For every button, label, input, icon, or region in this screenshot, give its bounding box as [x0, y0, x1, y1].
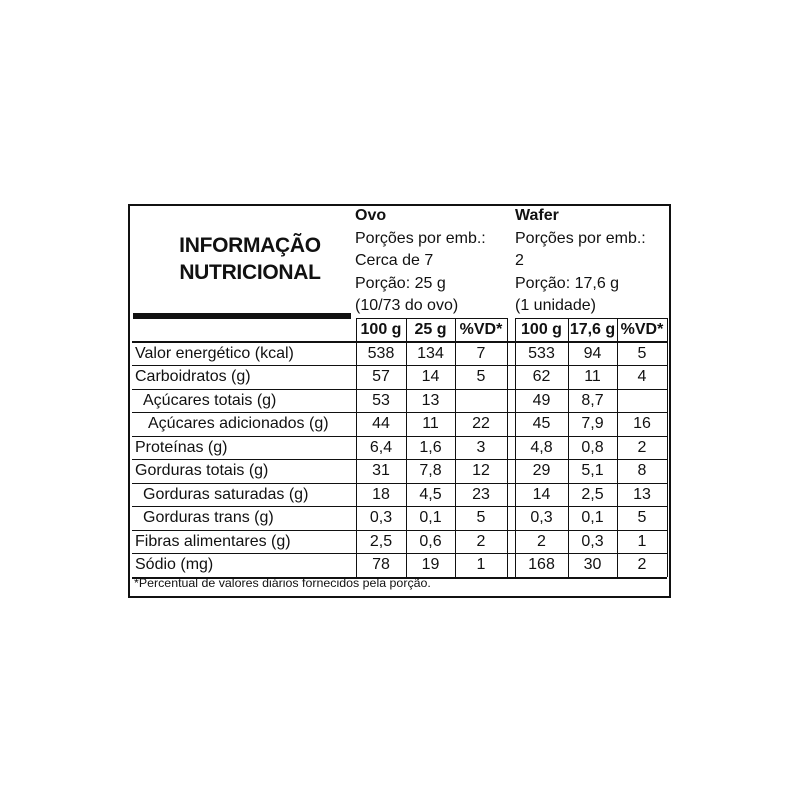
wafer-value: 5	[637, 344, 647, 362]
nutrient-label: Gorduras trans (g)	[143, 509, 274, 526]
wafer-value: 4,8	[530, 438, 553, 456]
wafer-value: 8,7	[581, 391, 604, 409]
wafer-value: 7,9	[581, 415, 604, 432]
row-rule	[132, 553, 667, 554]
col-rule	[356, 318, 357, 577]
wafer-value: 11	[584, 368, 601, 385]
column-header-ovo: 100 g	[360, 321, 402, 338]
ovo-value: 7,8	[419, 462, 442, 479]
column-header-ovo: 25 g	[414, 321, 447, 338]
title-divider-bar	[133, 313, 351, 319]
column-header-wafer: %VD*	[620, 321, 664, 338]
ovo-value: 0,6	[419, 532, 442, 550]
wafer-value: 0,3	[530, 509, 553, 526]
ovo-value: 2	[476, 532, 486, 550]
nutrient-label: Valor energético (kcal)	[135, 344, 294, 362]
ovo-value: 53	[372, 391, 390, 409]
ovo-value: 23	[472, 485, 490, 503]
wafer-value: 13	[633, 485, 651, 503]
row-rule	[132, 530, 667, 531]
wafer-value: 0,1	[581, 509, 604, 526]
row-rule	[132, 459, 667, 460]
wafer-servings-label: Porções por emb.:	[515, 229, 646, 247]
row-rule	[132, 365, 667, 366]
nutrient-label: Proteínas (g)	[135, 438, 228, 456]
ovo-value: 31	[372, 462, 390, 479]
column-header-wafer: 100 g	[521, 321, 562, 338]
wafer-value: 168	[528, 556, 555, 573]
product-header-ovo	[355, 205, 486, 318]
ovo-value: 22	[472, 415, 490, 432]
header-top-rule-wafer	[515, 318, 667, 319]
wafer-value: 5,1	[581, 462, 604, 479]
column-header-ovo: %VD*	[459, 321, 503, 338]
wafer-value: 8	[637, 462, 647, 479]
ovo-servings-value: Cerca de 7	[355, 252, 434, 269]
wafer-portion-note: (1 unidade)	[515, 297, 596, 314]
ovo-value: 134	[417, 344, 444, 362]
wafer-value: 2	[537, 532, 546, 550]
ovo-value: 7	[476, 344, 486, 362]
nutrient-label: Sódio (mg)	[135, 556, 214, 573]
wafer-value: 5	[637, 509, 647, 526]
wafer-value: 4	[637, 368, 647, 385]
product-name-wafer: Wafer	[515, 207, 559, 224]
ovo-value: 57	[372, 368, 390, 385]
col-rule	[568, 318, 569, 577]
wafer-value: 94	[583, 344, 602, 362]
ovo-value: 538	[367, 344, 395, 362]
wafer-value	[617, 389, 667, 413]
wafer-value: 45	[532, 415, 551, 432]
wafer-value: 1	[637, 532, 647, 550]
title-line-1: INFORMAÇÃO	[179, 234, 321, 257]
col-rule	[515, 318, 516, 577]
ovo-value: 1,6	[419, 438, 442, 456]
ovo-value: 3	[476, 438, 486, 456]
wafer-servings-value: 2	[515, 252, 524, 269]
wafer-value: 16	[633, 415, 651, 432]
nutrient-label: Fibras alimentares (g)	[135, 532, 291, 550]
wafer-value: 62	[532, 368, 551, 385]
ovo-value: 12	[472, 462, 490, 479]
wafer-value: 14	[532, 485, 551, 503]
ovo-value: 13	[421, 391, 440, 409]
ovo-value: 2,5	[369, 532, 393, 550]
col-rule	[507, 318, 508, 577]
ovo-value: 0,1	[419, 509, 442, 526]
nutrient-label: Gorduras totais (g)	[135, 462, 269, 479]
nutrient-label: Gorduras saturadas (g)	[143, 485, 309, 503]
ovo-value: 11	[422, 415, 439, 432]
ovo-portion-size: Porção: 25 g	[355, 274, 446, 292]
header-top-rule-ovo	[356, 318, 507, 319]
row-rule	[132, 436, 667, 437]
wafer-value: 49	[532, 391, 551, 409]
row-rule	[132, 506, 667, 507]
nutrient-label: Açúcares totais (g)	[143, 391, 277, 409]
nutrient-label: Açúcares adicionados (g)	[148, 415, 329, 432]
ovo-value: 0,3	[369, 509, 393, 526]
title-line-2: NUTRICIONAL	[179, 261, 321, 284]
wafer-value: 2	[637, 438, 647, 456]
wafer-value: 2,5	[581, 485, 604, 503]
nutrient-label: Carboidratos (g)	[135, 368, 251, 385]
ovo-value: 19	[421, 556, 440, 573]
col-rule	[667, 318, 668, 577]
column-header-wafer: 17,6 g	[569, 321, 616, 338]
product-header-wafer	[515, 205, 646, 318]
wafer-portion-size: Porção: 17,6 g	[515, 274, 620, 292]
ovo-value: 44	[372, 415, 390, 432]
ovo-value: 6,4	[369, 438, 393, 456]
row-rule	[132, 389, 667, 390]
ovo-value: 78	[372, 556, 390, 573]
wafer-value: 29	[532, 462, 551, 479]
wafer-value: 2	[637, 556, 647, 573]
ovo-servings-label: Porções por emb.:	[355, 229, 486, 247]
ovo-portion-note: (10/73 do ovo)	[355, 297, 459, 314]
wafer-value: 0,8	[581, 438, 604, 456]
ovo-value	[455, 389, 507, 413]
ovo-value: 5	[476, 368, 486, 385]
footnote: *Percentual de valores diários fornecidos pela porção.	[134, 576, 431, 590]
nutrition-title	[160, 232, 340, 286]
ovo-value: 4,5	[419, 485, 442, 503]
col-rule	[406, 318, 407, 577]
col-rule	[455, 318, 456, 577]
row-rule	[132, 412, 667, 413]
col-rule	[617, 318, 618, 577]
ovo-value: 14	[421, 368, 440, 385]
wafer-value: 533	[528, 344, 555, 362]
row-rule	[132, 483, 667, 484]
ovo-value: 18	[372, 485, 390, 503]
header-bottom-rule	[132, 341, 667, 343]
wafer-value: 0,3	[581, 532, 604, 550]
ovo-value: 1	[476, 556, 486, 573]
wafer-value: 30	[583, 556, 602, 573]
product-name-ovo: Ovo	[355, 207, 387, 224]
ovo-value: 5	[476, 509, 486, 526]
